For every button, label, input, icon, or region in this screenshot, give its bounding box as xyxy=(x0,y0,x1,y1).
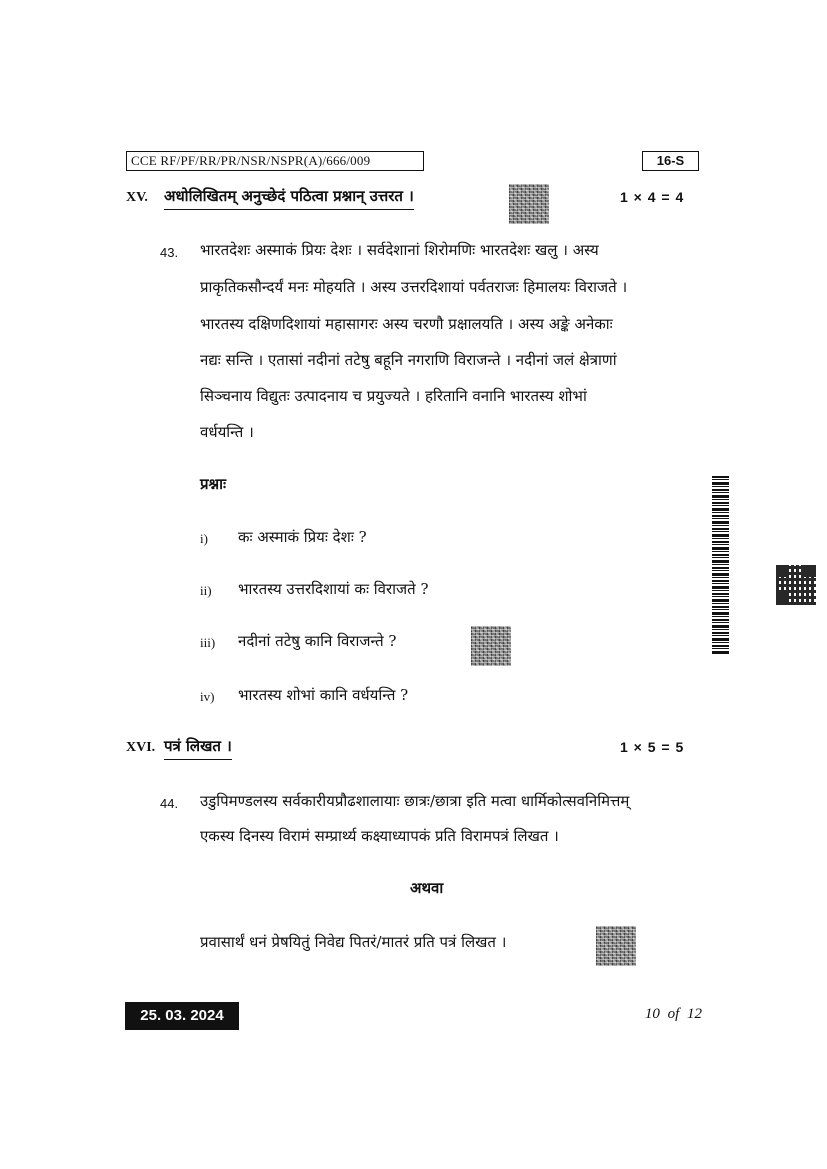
or-label: अथवा xyxy=(410,879,444,897)
letter-question-line-2: एकस्य दिनस्य विरामं सम्प्रार्थ्य कक्ष्याध्यापकं प्रति विरामपत्रं लिखत । xyxy=(200,827,559,845)
sub-question-number: i) xyxy=(200,531,208,546)
questions-heading: प्रश्नाः xyxy=(200,475,227,493)
passage-line-3: भारतस्य दक्षिणदिशायां महासागरः अस्य चरणौ प्रक्षालयति । अस्य अङ्के अनेकाः xyxy=(200,315,613,333)
section-xvi-number: XVI. xyxy=(126,740,156,755)
passage-line-4: नद्यः सन्ति । एतासां नदीनां तटेषु बहूनि नगराणि विराजन्ते । नदीनां जलं क्षेत्राणां xyxy=(200,351,617,369)
page-number: 10 of 12 xyxy=(644,1006,702,1022)
barcode xyxy=(712,476,729,654)
section-xvi-title: पत्रं लिखत । xyxy=(164,736,232,760)
passage-line-5: सिञ्चनाय विद्युतः उत्पादनाय च प्रयुज्यते । हरितानि वनानि भारतस्य शोभां xyxy=(200,387,587,405)
passage-line-1: भारतदेशः अस्माकं प्रियः देशः । सर्वदेशानां शिरोमणिः भारतदेशः खलु । अस्य xyxy=(200,241,599,259)
sub-question-number: ii) xyxy=(200,583,212,598)
section-xv-marks: 1 × 4 = 4 xyxy=(620,189,685,205)
sub-question-text: भारतस्य उत्तरदिशायां कः विराजते ? xyxy=(238,580,429,598)
noise-watermark xyxy=(509,184,549,224)
qr-code xyxy=(776,565,816,605)
sub-question-text: नदीनां तटेषु कानि विराजन्ते ? xyxy=(238,632,397,650)
section-xvi-marks: 1 × 5 = 5 xyxy=(620,739,685,755)
sub-question-number: iv) xyxy=(200,689,215,704)
sub-question-text: कः अस्माकं प्रियः देशः ? xyxy=(238,528,367,546)
passage-line-2: प्राकृतिकसौन्दर्यं मनः मोहयति । अस्य उत्तरदिशायां पर्वतराजः हिमालयः विराजते । xyxy=(200,278,628,296)
sub-question-number: iii) xyxy=(200,635,216,650)
sub-question-text: भारतस्य शोभां कानि वर्धयन्ति ? xyxy=(238,686,409,704)
question-44-number: 44. xyxy=(160,796,179,811)
letter-question-line-1: उडुपिमण्डलस्य सर्वकारीयप्रौढशालायाः छात्रः/छात्रा इति मत्वा धार्मिकोत्सवनिमित्तम् xyxy=(200,792,630,810)
section-xv-number: XV. xyxy=(126,190,148,205)
section-xv-title: अधोलिखितम् अनुच्छेदं पठित्वा प्रश्नान् उत्तरत । xyxy=(164,186,414,210)
noise-watermark xyxy=(596,926,636,966)
question-43-number: 43. xyxy=(160,245,179,260)
alternative-question: प्रवासार्थं धनं प्रेषयितुं निवेद्य पितरं/मातरं प्रति पत्रं लिखत । xyxy=(200,933,507,951)
page-code: 16-S xyxy=(642,151,699,171)
paper-code: CCE RF/PF/RR/PR/NSR/NSPR(A)/666/009 xyxy=(126,151,424,171)
passage-line-6: वर्धयन्ति । xyxy=(200,423,254,441)
noise-watermark xyxy=(471,626,511,666)
exam-date: 25. 03. 2024 xyxy=(125,1002,239,1030)
